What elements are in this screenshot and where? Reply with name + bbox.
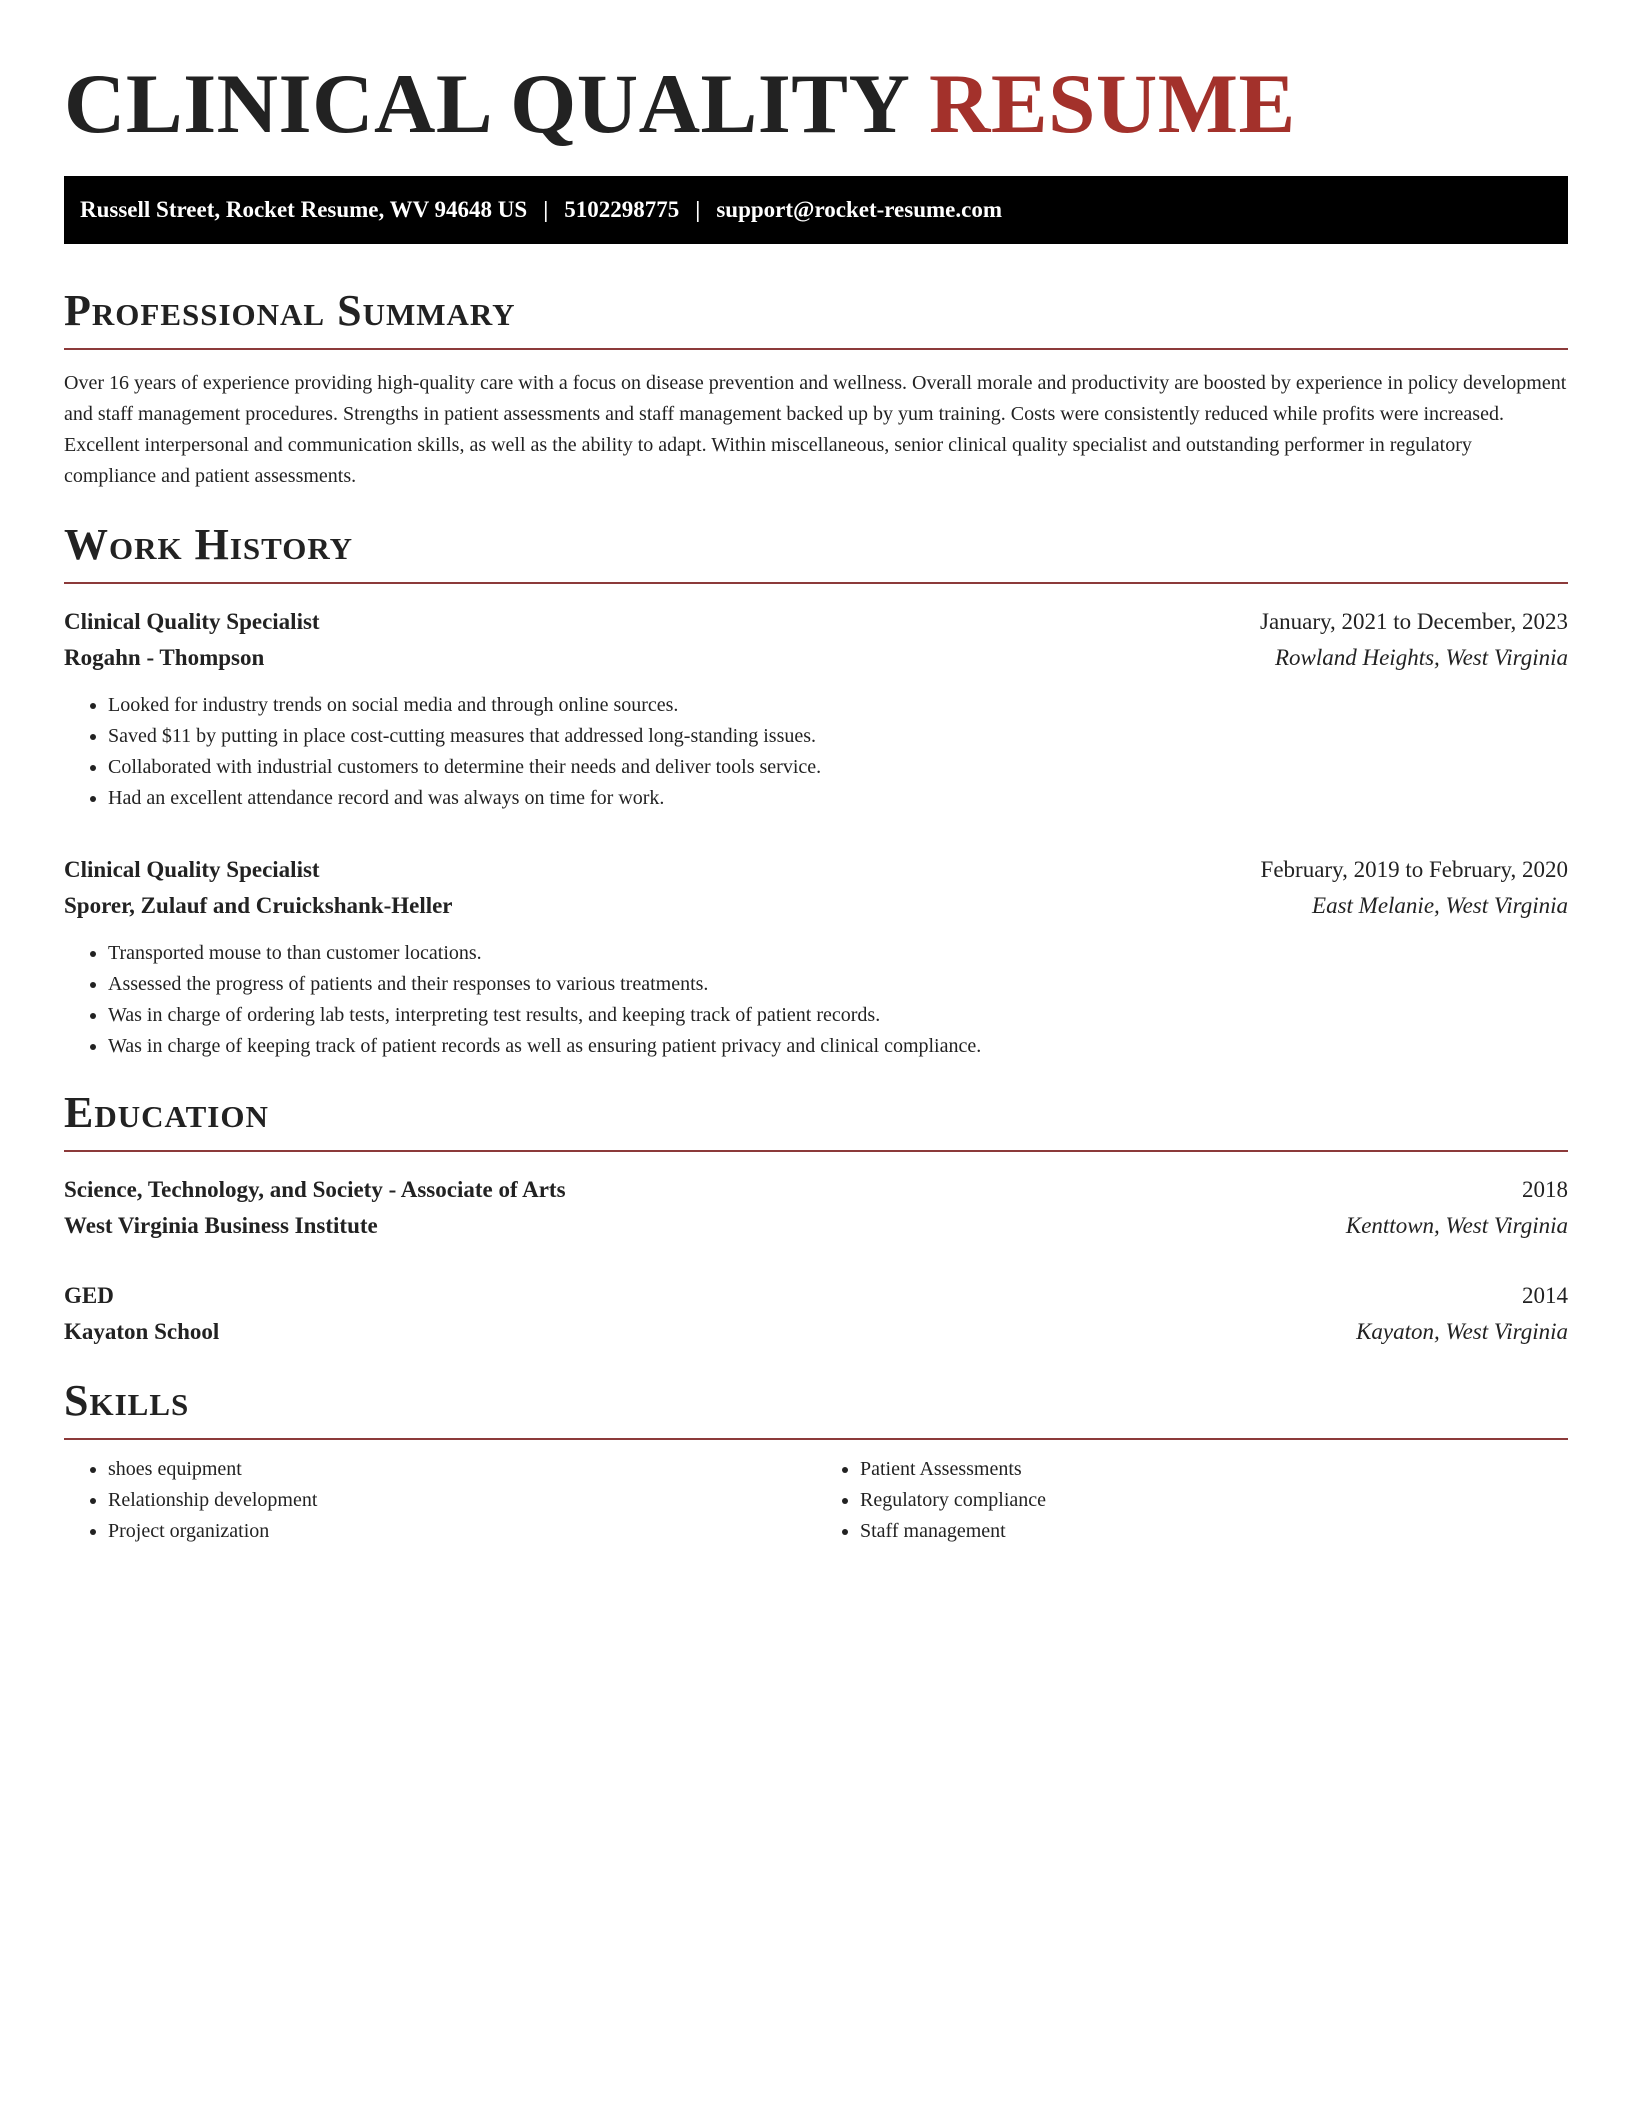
education-year: 2014 (1522, 1283, 1568, 1308)
section-heading-work-history: Work History (64, 520, 1568, 584)
education-year: 2018 (1522, 1177, 1568, 1202)
contact-address: Russell Street, Rocket Resume, WV 94648 US (80, 197, 528, 222)
education-location: Kayaton, West Virginia (1356, 1319, 1568, 1344)
job-company: Rogahn - Thompson (64, 645, 265, 670)
education-location: Kenttown, West Virginia (1345, 1213, 1568, 1238)
summary-text: Over 16 years of experience providing high-quality care with a focus on disease prevention and wellness. Overall morale and productivity are boosted by experience in policy development and staff management procedures. Strengths in patient assessments and staff management backed up by yum training. Costs were consistently reduced while profits were increased. Excellent interpersonal and communication skills, as well as the ability to adapt. Within miscellaneous, senior clinical quality specialist and outstanding performer in regulatory compliance and patient assessments. (64, 372, 1567, 487)
skill-item: • Regulatory compliance (860, 1485, 1568, 1516)
job-title: Clinical Quality Specialist (64, 609, 320, 634)
contact-phone: 5102298775 (564, 197, 680, 222)
job-title: Clinical Quality Specialist (64, 857, 320, 882)
education-entry (64, 1172, 1568, 1244)
job-company: Sporer, Zulauf and Cruickshank-Heller (64, 893, 453, 918)
skill-item: • Staff management (860, 1516, 1568, 1547)
job-bullet: • Saved $11 by putting in place cost-cutting measures that addressed long-standing issues. (108, 721, 1568, 752)
skills-list-right (816, 1454, 1568, 1547)
skill-item: • Patient Assessments (860, 1454, 1568, 1485)
title-accent: RESUME (928, 57, 1296, 151)
education-school: Kayaton School (64, 1319, 220, 1344)
job-bullet: • Looked for industry trends on social media and through online sources. (108, 690, 1568, 721)
job-entry (64, 604, 1568, 814)
job-entry (64, 852, 1568, 1062)
job-bullet: • Was in charge of ordering lab tests, interpreting test results, and keeping track of patient records. (108, 1000, 1568, 1031)
contact-bar (64, 176, 1568, 244)
job-bullet: • Assessed the progress of patients and their responses to various treatments. (108, 969, 1568, 1000)
job-bullet: • Collaborated with industrial customers to determine their needs and deliver tools service. (108, 752, 1568, 783)
skill-item: • shoes equipment (108, 1454, 816, 1485)
title-main: CLINICAL QUALITY (64, 57, 908, 151)
education-entry (64, 1278, 1568, 1350)
skill-item: • Relationship development (108, 1485, 816, 1516)
section-heading-education: Education (64, 1088, 1568, 1152)
skills-list-left (64, 1454, 816, 1547)
education-section (64, 1088, 1568, 1350)
education-degree: GED (64, 1283, 114, 1308)
job-bullet: • Transported mouse to than customer locations. (108, 938, 1568, 969)
resume-title (64, 56, 1568, 152)
education-degree: Science, Technology, and Society - Associate of Arts (64, 1177, 566, 1202)
education-school: West Virginia Business Institute (64, 1213, 378, 1238)
job-bullet: • Had an excellent attendance record and was always on time for work. (108, 783, 1568, 814)
skills-columns (64, 1454, 1568, 1547)
job-bullets (64, 690, 1568, 814)
section-heading-skills: Skills (64, 1376, 1568, 1440)
contact-email: support@rocket-resume.com (716, 197, 1002, 222)
job-bullet: • Was in charge of keeping track of patient records as well as ensuring patient privacy and clinical compliance. (108, 1031, 1568, 1062)
job-dates: January, 2021 to December, 2023 (1260, 609, 1568, 634)
job-bullets (64, 938, 1568, 1062)
contact-separator: | (695, 197, 701, 222)
job-location: Rowland Heights, West Virginia (1274, 645, 1568, 670)
skills-section (64, 1376, 1568, 1547)
summary-section (64, 286, 1568, 492)
contact-separator: | (543, 197, 549, 222)
skill-item: • Project organization (108, 1516, 816, 1547)
work-history-section (64, 520, 1568, 1062)
section-heading-summary: Professional Summary (64, 286, 1568, 350)
job-dates: February, 2019 to February, 2020 (1260, 857, 1568, 882)
job-location: East Melanie, West Virginia (1312, 893, 1568, 918)
